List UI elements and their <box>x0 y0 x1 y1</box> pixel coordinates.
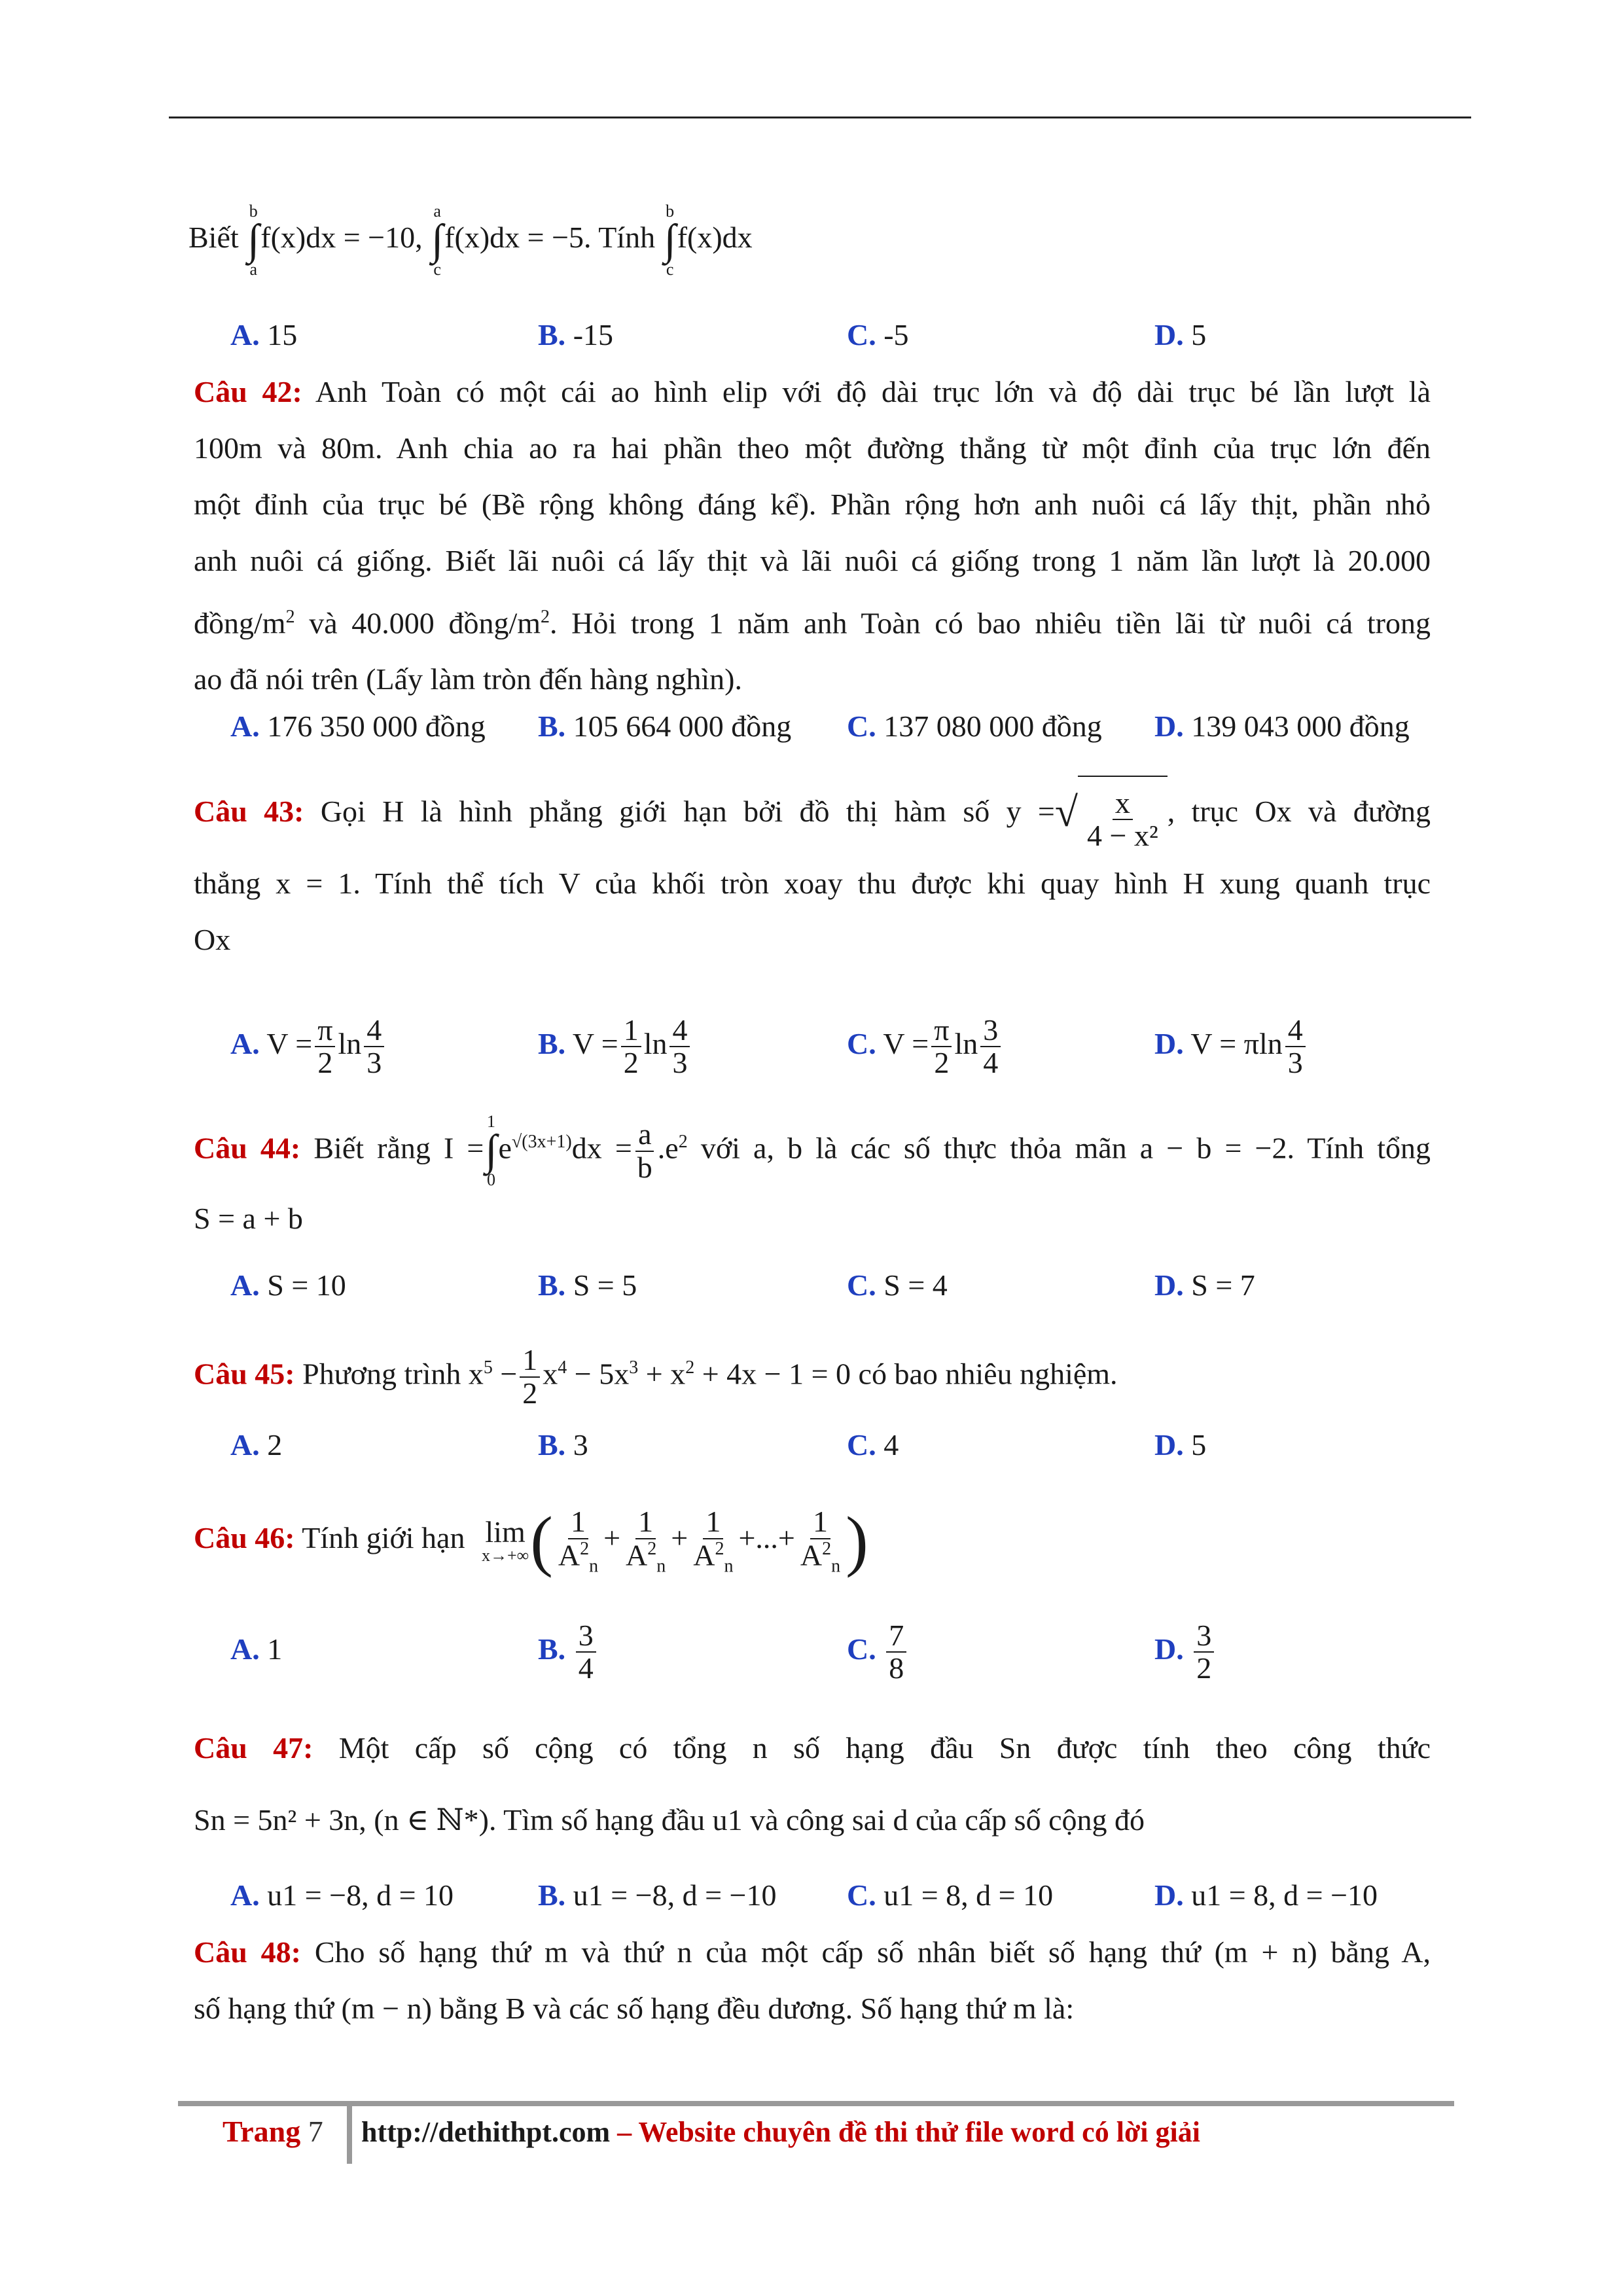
q45-options <box>230 1419 1448 1471</box>
limit-operator: lim x→+∞ <box>481 1515 529 1566</box>
text-line: 100m và 80m. Anh chia ao ra hai phần theo một đường thẳng từ một đỉnh của trục lớn đến <box>194 431 1431 465</box>
text-line: một đỉnh của trục bé (Bề rộng không đáng kể). Phần rộng hơn anh nuôi cá lấy thịt, phần nhỏ <box>194 488 1431 521</box>
option-d[interactable]: D. 139 043 000 đồng <box>1154 709 1410 743</box>
text-line: Câu 46: Tính giới hạn lim x→+∞ ( $\frac{1}{A^2_n}$ + $\frac{1}{A^2_n}$ + $\frac{1}{A^2_n}$ +...+ $\frac{1}{A^2_n}$ ) <box>194 1503 868 1579</box>
q47-options <box>230 1869 1448 1922</box>
option-c[interactable]: C. $\frac{7}{8}$ <box>847 1610 909 1689</box>
integral-sign: b ∫ c <box>664 202 676 279</box>
footer-divider <box>347 2101 352 2164</box>
option-a[interactable]: A. 15 <box>230 318 298 351</box>
text-line: Câu 42: Anh Toàn có một cái ao hình elip với độ dài trục lớn và độ dài trục bé lần lượt là <box>194 375 1431 408</box>
footer-text: http://dethithpt.com – Website chuyên đề thi thử file word có lời giải <box>361 2116 1200 2148</box>
option-c[interactable]: C. V = $\frac{\pi}{2}$ ln $\frac{3}{4}$ <box>847 1008 1003 1080</box>
option-c[interactable]: C. S = 4 <box>847 1268 948 1302</box>
website-link[interactable]: http://dethithpt.com <box>361 2116 611 2148</box>
option-d[interactable]: D. $\frac{3}{2}$ <box>1154 1610 1217 1689</box>
q41-statement: Biết b ∫ a f(x)dx = −10, a ∫ c f(x)dx = −5. Tính b ∫ c f(x)dx <box>188 202 753 279</box>
integral-sign: a ∫ c <box>431 202 444 279</box>
q42-statement <box>194 364 1431 708</box>
integral-sign: b ∫ a <box>247 202 260 279</box>
option-c[interactable]: C. 4 <box>847 1428 899 1462</box>
option-d[interactable]: D. S = 7 <box>1154 1268 1255 1302</box>
q42-options <box>230 700 1448 753</box>
option-a[interactable]: A. 176 350 000 đồng <box>230 709 486 743</box>
footer-rule <box>178 2101 1454 2106</box>
q46-options <box>230 1610 1448 1689</box>
option-a[interactable]: A. u1 = −8, d = 10 <box>230 1878 454 1912</box>
header-rule <box>169 117 1471 118</box>
text-line: Câu 43: Gọi H là hình phẳng giới hạn bởi đồ thị hàm số y =√ $\frac{x}{\text{4 − x²}}$ , trục Ox và đường <box>194 772 1431 855</box>
q46-statement <box>194 1486 1431 1593</box>
option-d[interactable]: D. u1 = 8, d = −10 <box>1154 1878 1378 1912</box>
integral-sign: 1 ∫ 0 <box>485 1112 497 1190</box>
option-c[interactable]: C. 137 080 000 đồng <box>847 709 1102 743</box>
option-a[interactable]: A. V = $\frac{\pi}{2}$ ln $\frac{4}{3}$ <box>230 1008 387 1080</box>
option-b[interactable]: B. S = 5 <box>538 1268 637 1302</box>
q44-statement <box>194 1100 1431 1247</box>
option-a[interactable]: A. 1 <box>230 1632 283 1666</box>
text-line: anh nuôi cá giống. Biết lãi nuôi cá lấy thịt và lãi nuôi cá giống trong 1 năm lần lượt là 20.000 <box>194 544 1431 577</box>
option-c[interactable]: C. u1 = 8, d = 10 <box>847 1878 1054 1912</box>
sqrt-expression: √ $\frac{x}{\text{4 − x²}}$ <box>1055 773 1168 855</box>
option-b[interactable]: B. -15 <box>538 318 614 351</box>
option-c[interactable]: C. -5 <box>847 318 909 351</box>
q41-options <box>230 309 1448 361</box>
q44-options <box>230 1259 1448 1312</box>
option-a[interactable]: A. 2 <box>230 1428 283 1462</box>
option-b[interactable]: B. 105 664 000 đồng <box>538 709 792 743</box>
text-line: số hạng thứ (m − n) bằng B và các số hạng đều dương. Số hạng thứ m là: <box>194 1992 1075 2025</box>
text-line: Câu 45: Phương trình $x^5$ − $\frac{1}{2}$ $x^4 - 5x^3 + x^2 + 4x - 1 = 0$ có bao nhiêu nghiệm. <box>194 1343 1118 1410</box>
q47-statement <box>194 1712 1431 1856</box>
text-line: Câu 48: Cho số hạng thứ m và thứ n của một cấp số nhân biết số hạng thứ (m + n) bằng A, <box>194 1935 1431 1969</box>
text-line: Ox <box>194 923 231 957</box>
q48-statement <box>194 1924 1431 2037</box>
option-b[interactable]: B. 3 <box>538 1428 588 1462</box>
q45-statement <box>194 1329 1431 1413</box>
text-line: thẳng x = 1. Tính thể tích V của khối tròn xoay thu được khi quay hình H xung quanh trục <box>194 867 1431 901</box>
option-b[interactable]: B. u1 = −8, d = −10 <box>538 1878 777 1912</box>
text-line: Sn = 5n² + 3n, (n ∈ ℕ*). Tìm số hạng đầu u1 và công sai d của cấp số cộng đó <box>194 1803 1145 1837</box>
option-b[interactable]: B. $\frac{3}{4}$ <box>538 1610 599 1689</box>
text-line: S = a + b <box>194 1202 303 1236</box>
option-b[interactable]: B. V = $\frac{1}{2}$ ln $\frac{4}{3}$ <box>538 1008 692 1080</box>
text-line: đồng/$m^2$ và 40.000 đồng/$m^2$. Hỏi trong 1 năm anh Toàn có bao nhiêu tiền lãi từ nuôi cá trong <box>194 606 1431 640</box>
text-line: ao đã nói trên (Lấy làm tròn đến hàng nghìn). <box>194 662 742 696</box>
option-d[interactable]: D. V = πln $\frac{4}{3}$ <box>1154 1008 1308 1080</box>
option-a[interactable]: A. S = 10 <box>230 1268 346 1302</box>
text-line: Câu 47: Một cấp số cộng có tổng n số hạng đầu Sn được tính theo công thức <box>194 1731 1431 1765</box>
option-d[interactable]: D. 5 <box>1154 318 1207 351</box>
page-number: Trang 7 <box>223 2115 323 2148</box>
q43-statement <box>194 772 1431 968</box>
q43-options <box>230 1008 1448 1080</box>
text-line: Câu 44: Biết rằng I = 1 ∫ 0 $e^{√(3x+1)}dx$ = $\frac{a}{b}$ $.e^2$ với a, b là các số thực thỏa mãn a − b = −2. Tính tổng <box>194 1112 1431 1190</box>
option-d[interactable]: D. 5 <box>1154 1428 1207 1462</box>
